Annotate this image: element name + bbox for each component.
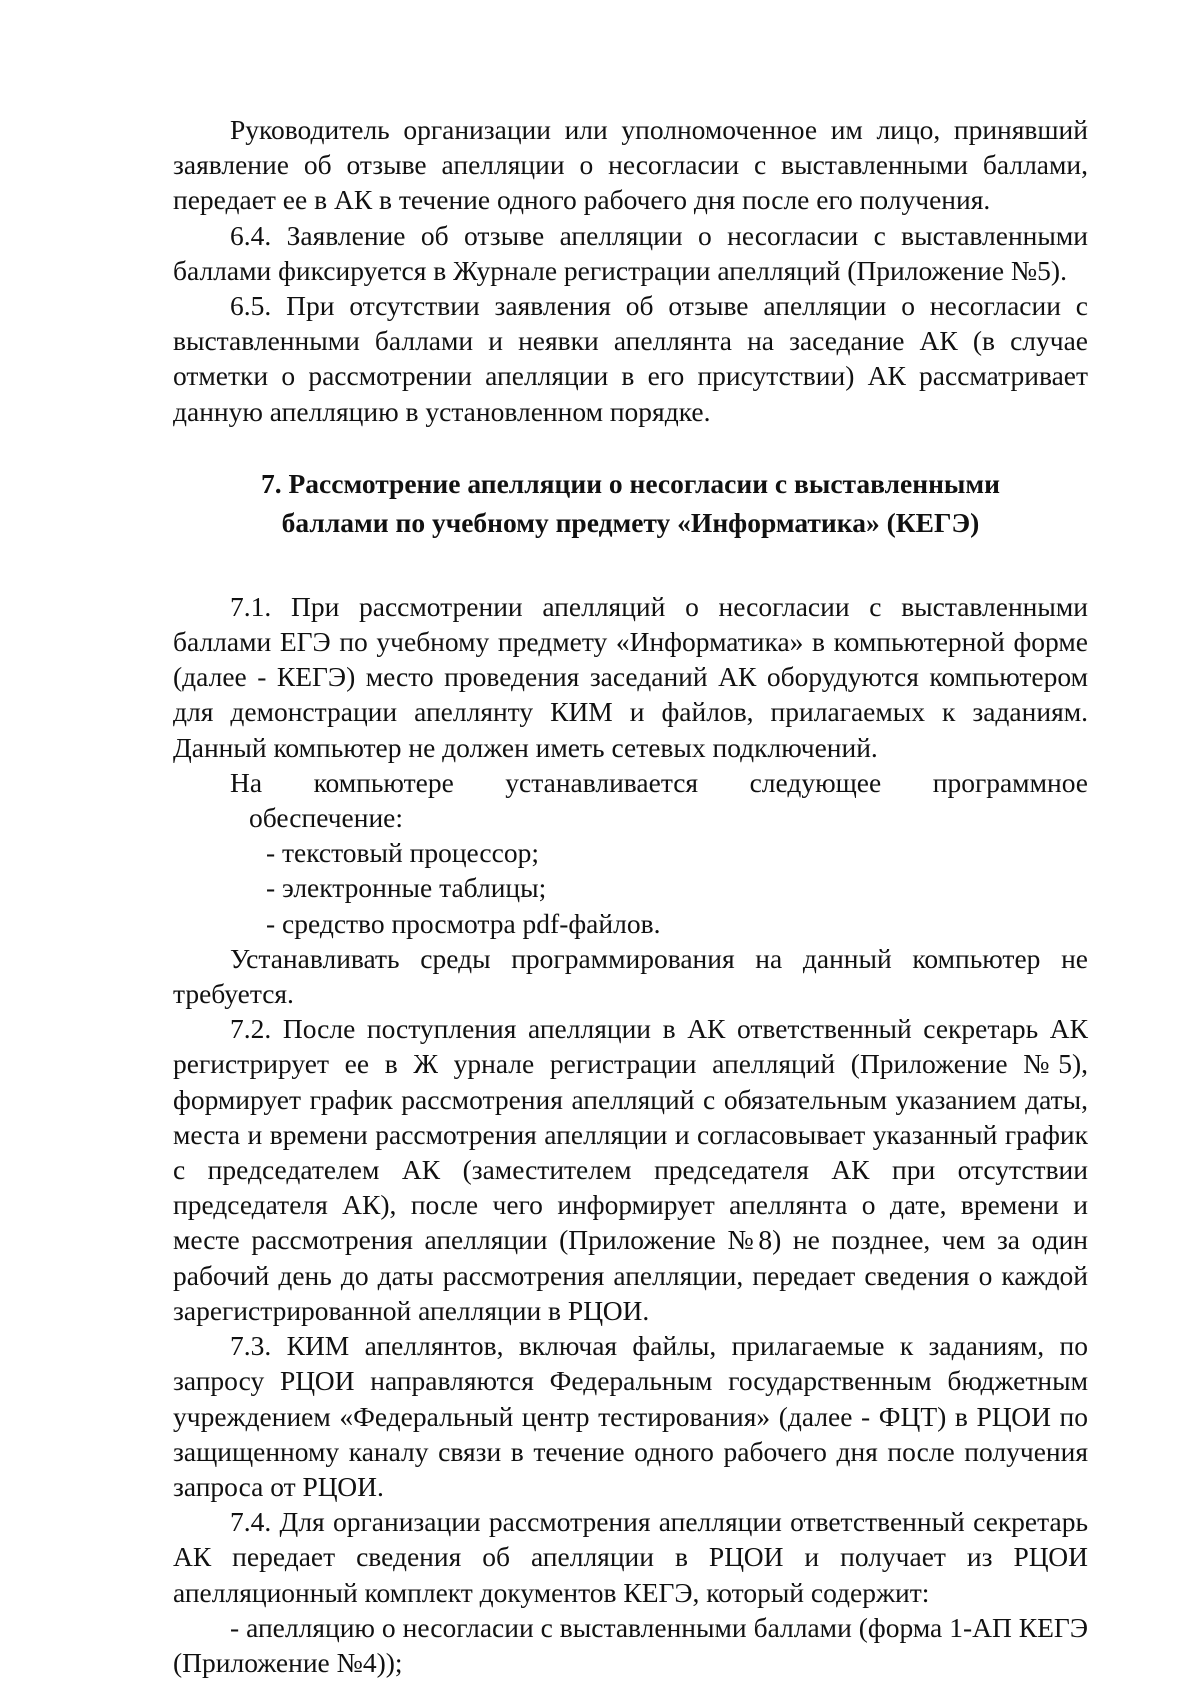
spacer [173,542,1088,589]
paragraph-6-5: 6.5. При отсутствии заявления об отзыве апелляции о несогласии с выставленными баллами и неявки апеллянта на заседание АК (в случае отметки о рассмотрении апелляции в его присутствии) АК рассматривает данную апелляцию в установленном порядке. [173,290,1088,427]
section-heading-line-1: 7. Рассмотрение апелляции о несогласии с выставленными [261,467,1000,499]
list-item: - средство просмотра pdf-файлов. [266,907,661,939]
section-heading-line-2: баллами по учебному предмету «Информатика» (КЕГЭ) [281,506,980,538]
software-intro-line-2: обеспечение: [249,802,404,834]
paragraph-7-3: 7.3. КИМ апеллянтов, включая файлы, прилагаемые к заданиям, по запросу РЦОИ направляются Федеральным государственным бюджетным учреждением «Федеральный центр тестирования» (далее - ФЦТ) в РЦОИ по защищенному каналу связи в течение одного рабочего дня после получения запроса от РЦОИ. [173,1330,1088,1502]
paragraph-7-4-item-1: - апелляцию о несогласии с выставленными баллами (форма 1-АП КЕГЭ (Приложение №4)); [173,1611,1088,1678]
paragraph-7-2: 7.2. После поступления апелляции в АК ответственный секретарь АК регистрирует ее в Ж урнале регистрации апелляций (Приложение №5), формирует график рассмотрения апелляций с обязательным указанием даты, места и времени рассмотрения апелляции и согласовывает указанный график с председателем АК (заместителем председателя АК при отсутствии председателя АК), после чего информирует апеллянта о дате, времени и месте рассмотрения апелляции (Приложение №8) не позднее, чем за один рабочий день до даты рассмотрения апелляции, передает сведения о каждой зарегистрированной апелляции в РЦОИ. [173,1013,1088,1326]
spacer [173,429,1088,464]
list-item: - текстовый процессор; [266,837,539,869]
software-list [173,835,1088,941]
document-page [173,112,1088,1680]
section-heading [173,464,1088,542]
list-item: - электронные таблицы; [266,872,547,904]
paragraph-6-4: 6.4. Заявление об отзыве апелляции о несогласии с выставленными баллами фиксируется в Журнале регистрации апелляций (Приложение №5). [173,219,1088,286]
paragraph-no-ide: Устанавливать среды программирования на данный компьютер не требуется. [173,942,1088,1010]
paragraph-head-of-org: Руководитель организации или уполномоченное им лицо, принявший заявление об отзыве апелляции о несогласии с выставленными баллами, передает ее в АК в течение одного рабочего дня после его получения. [173,114,1088,216]
software-intro-line-1: На компьютере устанавливается следующее программное [230,766,1088,798]
paragraph-7-1: 7.1. При рассмотрении апелляций о несогласии с выставленными баллами ЕГЭ по учебному предмету «Информатика» в компьютерной форме (далее - КЕГЭ) место проведения заседаний АК оборудуются компьютером для демонстрации апеллянту КИМ и файлов, прилагаемых к заданиям. Данный компьютер не должен иметь сетевых подключений. [173,590,1088,763]
paragraph-7-4: 7.4. Для организации рассмотрения апелляции ответственный секретарь АК передает сведения об апелляции в РЦОИ и получает из РЦОИ апелляционный комплект документов КЕГЭ, который содержит: [173,1506,1088,1608]
